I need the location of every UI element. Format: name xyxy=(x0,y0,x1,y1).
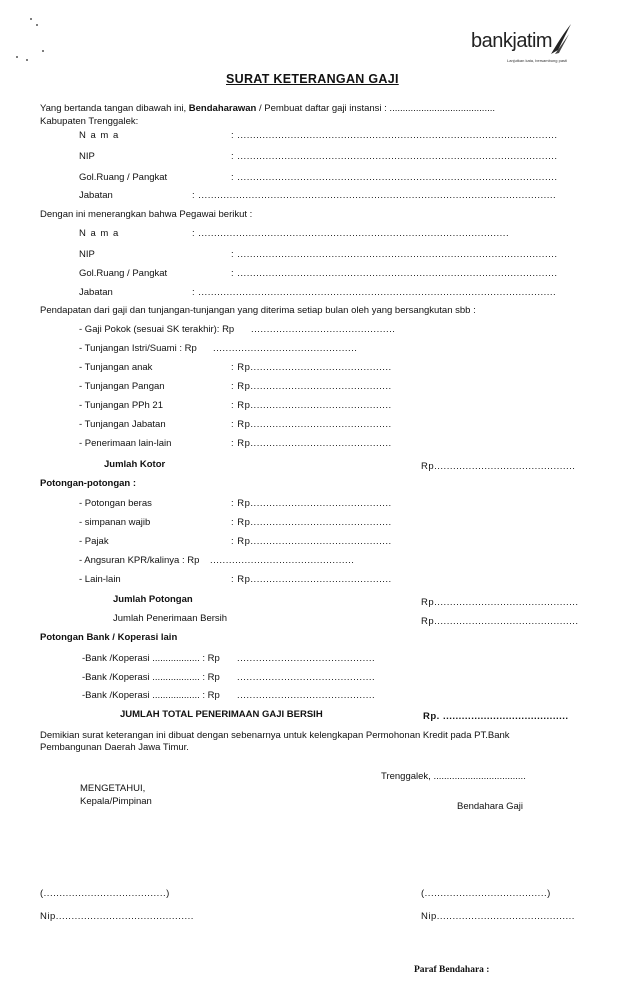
declaration-text: Dengan ini menerangkan bahwa Pegawai berikut : xyxy=(40,209,253,220)
income-item-value[interactable]: .............................................. xyxy=(251,324,396,335)
intro-bold: Bendaharawan xyxy=(188,103,257,114)
deduction-item-value[interactable]: : Rp............................................. xyxy=(231,517,392,528)
income-item-value[interactable]: .............................................. xyxy=(213,343,358,354)
gross-label: Jumlah Kotor xyxy=(104,459,166,470)
net-income-label: Jumlah Penerimaan Bersih xyxy=(113,613,228,624)
bank-item-value[interactable]: ............................................ xyxy=(237,690,376,701)
bank-logo-wing-icon xyxy=(549,22,573,56)
income-item-value[interactable]: : Rp............................................. xyxy=(231,419,392,430)
grand-total-value[interactable]: Rp. ........................................ xyxy=(423,711,569,722)
deduction-item-value[interactable]: : Rp............................................. xyxy=(231,536,392,547)
deduction-item-label: - simpanan wajib xyxy=(79,517,151,528)
intro-prefix: Yang bertanda tangan dibawah ini, xyxy=(40,103,189,114)
total-deductions-value[interactable]: Rp.............................................. xyxy=(421,597,579,608)
right-signature-nip[interactable]: Nip............................................ xyxy=(421,911,575,922)
closing-line-2: Pembangunan Daerah Jawa Timur. xyxy=(40,742,189,753)
income-item-label: - Tunjangan Istri/Suami : Rp xyxy=(79,343,197,354)
gross-value[interactable]: Rp............................................. xyxy=(421,461,576,472)
approval-title: Kepala/Pimpinan xyxy=(80,796,152,807)
employee-position-label: Jabatan xyxy=(79,287,113,298)
employee-nip-label: NIP xyxy=(79,249,95,260)
income-item-value[interactable]: : Rp............................................. xyxy=(231,362,392,373)
income-intro: Pendapatan dari gaji dan tunjangan-tunjangan yang diterima setiap bulan oleh yang bersangkutan sbb : xyxy=(40,305,476,316)
deductions-heading: Potongan-potongan : xyxy=(40,478,137,489)
bank-item-label: -Bank /Koperasi .................. : Rp xyxy=(82,690,220,701)
income-item-value[interactable]: : Rp............................................. xyxy=(231,381,392,392)
right-signature-name[interactable]: (.......................................) xyxy=(421,888,551,899)
closing-line-1: Demikian surat keterangan ini dibuat dengan sebenarnya untuk kelengkapan Permohonan Kredit pada PT.Bank xyxy=(40,730,510,741)
grand-total-label: JUMLAH TOTAL PENERIMAAN GAJI BERSIH xyxy=(120,709,323,720)
total-deductions-label: Jumlah Potongan xyxy=(113,594,193,605)
left-signature-name[interactable]: (.......................................) xyxy=(40,888,170,899)
deduction-item-value[interactable]: .............................................. xyxy=(210,555,355,566)
income-item-label: - Tunjangan Jabatan xyxy=(79,419,166,430)
approval-label: MENGETAHUI, xyxy=(80,783,146,794)
signer-name-label: N a m a xyxy=(79,130,120,141)
signer-nip-label: NIP xyxy=(79,151,95,162)
net-income-value[interactable]: Rp.............................................. xyxy=(421,616,579,627)
income-item-label: - Tunjangan PPh 21 xyxy=(79,400,163,411)
income-item-value[interactable]: : Rp............................................. xyxy=(231,438,392,449)
treasurer-title: Bendahara Gaji xyxy=(457,801,524,812)
employee-position-field[interactable]: : .................................................................................................................. xyxy=(192,287,557,298)
scan-speck xyxy=(16,56,18,58)
bank-logo-tagline: Lanjutkan kata, bersambung pasti xyxy=(507,58,568,63)
income-item-label: - Gaji Pokok (sesuai SK terakhir): Rp xyxy=(79,324,235,335)
deduction-item-label: - Pajak xyxy=(79,536,109,547)
income-item-label: - Penerimaan lain-lain xyxy=(79,438,172,449)
signer-rank-field[interactable]: : ...................................................................................................... xyxy=(231,172,558,183)
scan-speck xyxy=(26,59,28,61)
bank-deductions-heading: Potongan Bank / Koperasi lain xyxy=(40,632,178,643)
deduction-item-value[interactable]: : Rp............................................. xyxy=(231,498,392,509)
employee-nip-field[interactable]: : ...................................................................................................... xyxy=(231,249,558,260)
income-item-label: - Tunjangan Pangan xyxy=(79,381,165,392)
bank-item-label: -Bank /Koperasi .................. : Rp xyxy=(82,672,220,683)
left-signature-nip[interactable]: Nip............................................ xyxy=(40,911,194,922)
signer-rank-label: Gol.Ruang / Pangkat xyxy=(79,172,168,183)
deduction-item-label: - Angsuran KPR/kalinya : Rp xyxy=(79,555,200,566)
signer-nip-field[interactable]: : ...................................................................................................... xyxy=(231,151,558,162)
employee-name-label: N a m a xyxy=(79,228,120,239)
deduction-item-value[interactable]: : Rp............................................. xyxy=(231,574,392,585)
document-title: SURAT KETERANGAN GAJI xyxy=(226,72,399,86)
intro-suffix: / Pembuat daftar gaji instansi : ........................................ xyxy=(256,103,496,114)
intro-line xyxy=(40,103,495,114)
scan-speck xyxy=(36,24,38,26)
bank-item-label: -Bank /Koperasi .................. : Rp xyxy=(82,653,220,664)
income-item-label: - Tunjangan anak xyxy=(79,362,153,373)
deduction-item-label: - Lain-lain xyxy=(79,574,121,585)
bank-logo-text: bankjatim xyxy=(471,30,553,52)
bank-item-value[interactable]: ............................................ xyxy=(237,653,376,664)
income-item-value[interactable]: : Rp............................................. xyxy=(231,400,392,411)
signer-name-field[interactable]: : ...................................................................................................... xyxy=(231,130,558,141)
place-date[interactable]: Trenggalek, ................................... xyxy=(381,771,526,782)
employee-rank-label: Gol.Ruang / Pangkat xyxy=(79,268,168,279)
employee-name-field[interactable]: : ................................................................................................... xyxy=(192,228,510,239)
bank-item-value[interactable]: ............................................ xyxy=(237,672,376,683)
intro-line-2: Kabupaten Trenggalek: xyxy=(40,116,139,127)
scan-speck xyxy=(30,18,32,20)
deduction-item-label: - Potongan beras xyxy=(79,498,152,509)
signer-position-label: Jabatan xyxy=(79,190,113,201)
employee-rank-field[interactable]: : ...................................................................................................... xyxy=(231,268,558,279)
paraf-label: Paraf Bendahara : xyxy=(414,965,490,975)
scan-speck xyxy=(42,50,44,52)
signer-position-field[interactable]: : .................................................................................................................. xyxy=(192,190,557,201)
